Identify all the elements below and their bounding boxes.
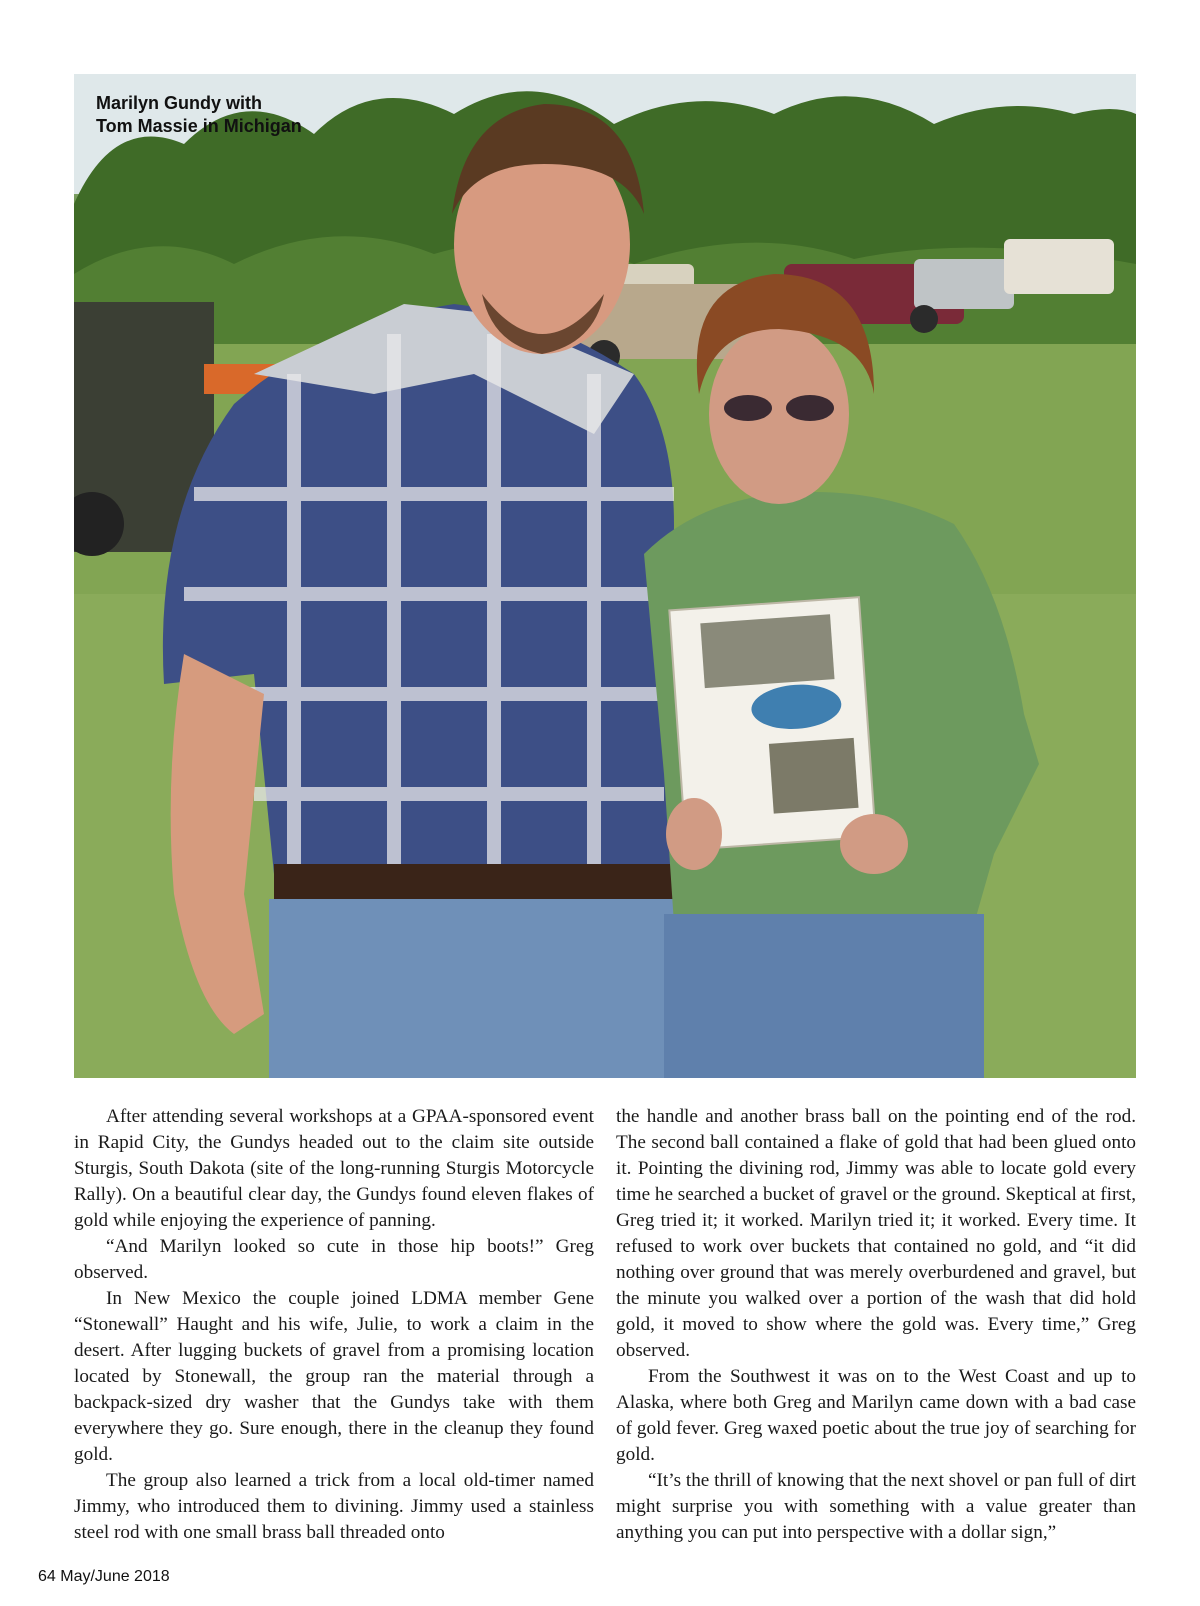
paragraph: From the Southwest it was on to the West Coast and up to Alaska, where both Greg and Marilyn came down with a bad case of gold fever. Greg waxed poetic about the true joy of searching for gold. (616, 1366, 1136, 1465)
photo-caption: Marilyn Gundy with Tom Massie in Michigan (96, 93, 302, 136)
paragraph: The group also learned a trick from a local old-timer named Jimmy, who introduced them to divining. Jimmy used a stainless steel rod with one small brass ball threaded onto (74, 1470, 594, 1543)
paragraph: In New Mexico the couple joined LDMA member Gene “Stonewall” Haught and his wife, Julie, to work a claim in the desert. After lugging buckets of gravel from a promising location located by Stonewall, the group ran the material through a backpack-sized dry washer that the Gundys take with them everywhere they go. Sure enough, there in the cleanup they found gold. (74, 1288, 594, 1465)
paragraph: After attending several workshops at a GPAA-sponsored event in Rapid City, the Gundys headed out to the claim site outside Sturgis, South Dakota (site of the long-running Sturgis Motorcycle Rally). On a beautiful clear day, the Gundys found eleven flakes of gold while enjoying the experience of panning. (74, 1106, 594, 1231)
photo (74, 74, 1136, 1078)
photo-illustration (74, 74, 1136, 1078)
article-column-left (74, 1104, 594, 1546)
paragraph: “And Marilyn looked so cute in those hip boots!” Greg observed. (74, 1236, 594, 1283)
paragraph: the handle and another brass ball on the pointing end of the rod. The second ball contained a flake of gold that had been glued onto it. Pointing the divining rod, Jimmy was able to locate gold every time he searched a bucket of gravel or the ground. Skeptical at first, Greg tried it; it worked. Marilyn tried it; it worked. Every time. It refused to work over buckets that contained no gold, and “it did nothing over ground that was merely overburdened and gravel, but the minute you walked over a portion of the wash that did hold gold, it moved to show where the gold was. Every time,” Greg observed. (616, 1106, 1137, 1361)
paragraph: “It’s the thrill of knowing that the next shovel or pan full of dirt might surprise you with something with a value greater than anything you can put into perspective with a dollar sign,” (616, 1470, 1136, 1543)
page-folio: 64 May/June 2018 (38, 1568, 170, 1585)
article-column-right (616, 1104, 1136, 1546)
